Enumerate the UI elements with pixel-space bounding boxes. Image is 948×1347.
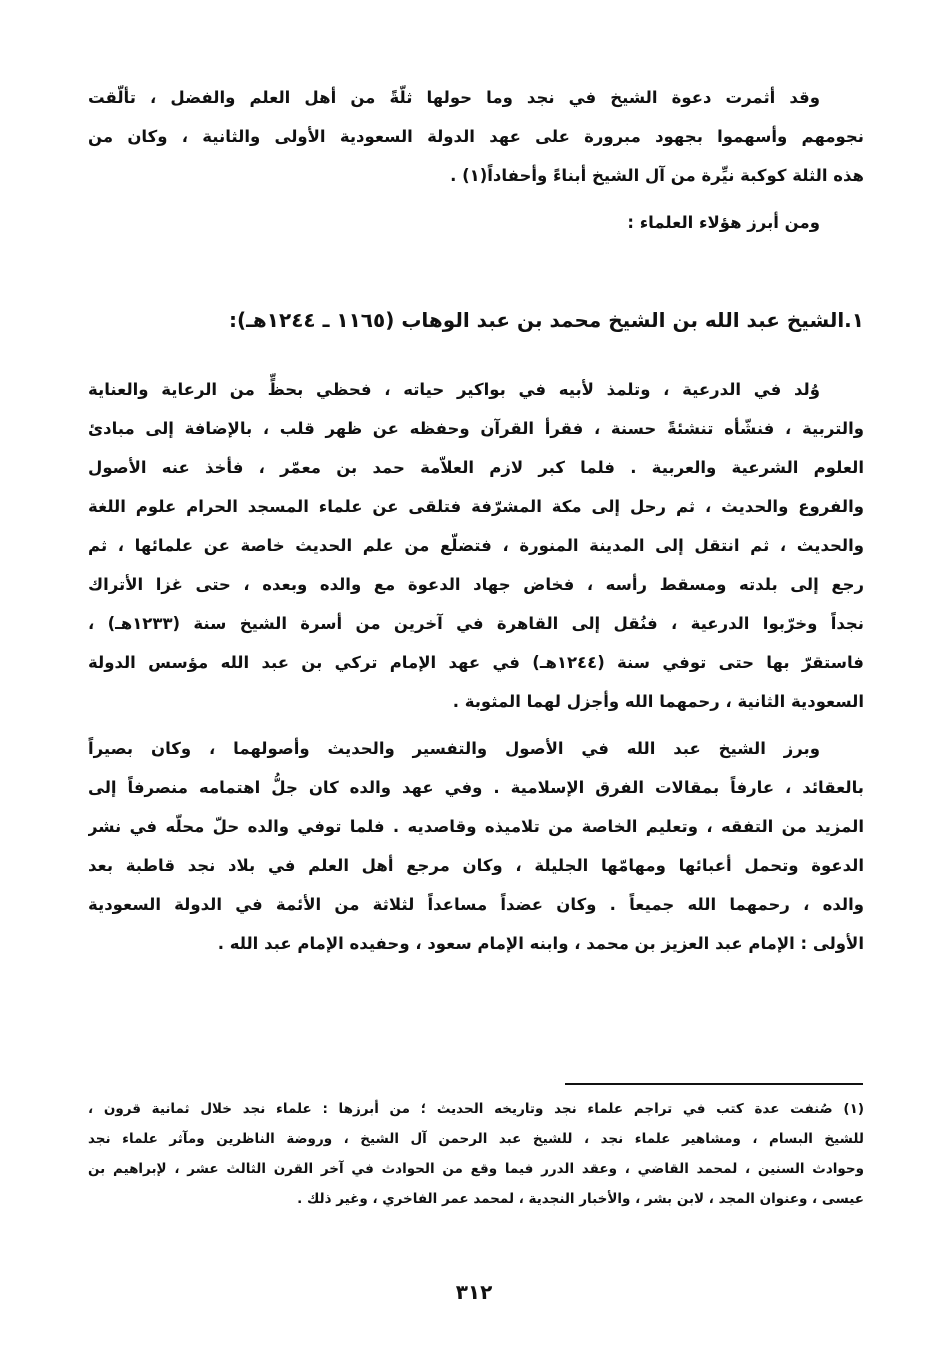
text-line: وُلد في الدرعية ، وتلمذ لأبيه في بواكير حياته ، فحظي بحظٍّ من الرعاية والعناية	[88, 380, 820, 399]
intro-paragraph	[88, 78, 864, 195]
text-line: والفروع والحديث ، ثم رحل إلى مكة المشرّفة فتلقى عن علماء المسجد الحرام علوم اللغة	[88, 497, 864, 516]
text-line: بالعقائد ، عارفاً بمقالات الفرق الإسلامية . وفي عهد والده كان جلُّ اهتمامه منصرفاً إلى	[88, 778, 864, 797]
text-line: الأولى : الإمام عبد العزيز بن محمد ، وابنه الإمام سعود ، وحفيده الإمام عبد الله .	[217, 934, 864, 953]
text-line: والتربية ، فنشّأه تنشئةً حسنة ، فقرأ القرآن وحفظه عن ظهر قلب ، بالإضافة إلى مبادئ	[88, 419, 864, 438]
section-heading: ١.الشيخ عبد الله بن الشيخ محمد بن عبد الوهاب (١١٦٥ ـ ١٢٤٤هـ):	[228, 308, 864, 332]
text-line: والده ، رحمهما الله جميعاً . وكان عضداً مساعداً لثلاثة من الأئمة في الدولة السعودية	[88, 895, 864, 914]
footnote-line: وحوادث السنين ، لمحمد القاضي ، وعقد الدرر فيما وقع من الحوادث في آخر القرن الثالث عشر ، لإبراهيم بن	[88, 1161, 864, 1177]
text-line: فاستقرّ بها حتى توفي سنة (١٢٤٤هـ) في عهد الإمام تركي بن عبد الله مؤسس الدولة	[88, 653, 864, 672]
text-line: هذه الثلة كوكبة نيِّرة من آل الشيخ أبناءً وأحفاداً(١) .	[450, 166, 864, 185]
text-line: السعودية الثانية ، رحمهما الله وأجزل لهما المثوبة .	[452, 692, 864, 711]
biography-paragraph	[88, 370, 864, 721]
footnote-line: عيسى ، وعنوان المجد ، لابن بشر ، والأخبار النجدية ، لمحمد عمر الفاخري ، وغير ذلك .	[297, 1191, 864, 1207]
footnotes	[88, 1094, 864, 1214]
text-line: نجداً وخرّبوا الدرعية ، فنُقل إلى القاهرة في آخرين من أسرة الشيخ سنة (١٢٣٣هـ) ،	[88, 614, 864, 633]
text-line: رجع إلى بلدته ومسقط رأسه ، فخاض جهاد الدعوة مع والده وبعده ، حتى غزا الأتراك	[88, 575, 864, 594]
page-body	[88, 78, 864, 971]
scholarship-paragraph	[88, 729, 864, 963]
text-line: الدعوة وتحمل أعبائها ومهامّها الجليلة ، وكان مرجع أهل العلم في بلاد نجد قاطبة بعد	[88, 856, 864, 875]
footnote-divider	[565, 1083, 863, 1085]
text-line: وبرز الشيخ عبد الله في الأصول والتفسير والحديث وأصولهما ، وكان بصيراً	[88, 739, 820, 758]
text-line: نجومهم وأسهموا بجهود مبرورة على عهد الدولة السعودية الأولى والثانية ، وكان من	[88, 127, 864, 146]
text-line: العلوم الشرعية والعربية . فلما كبر لازم العلاّمة حمد بن معمّر ، فأخذ عنه الأصول	[88, 458, 864, 477]
footnote-line: (١) صُنفت عدة كتب في تراجم علماء نجد وتاريخه الحديث ؛ من أبرزها : علماء نجد خلال ثمانية قرون ،	[88, 1101, 864, 1117]
text-line: وقد أثمرت دعوة الشيخ في نجد وما حولها ثلّةً من أهل العلم والفضل ، تألّقت	[88, 88, 820, 107]
text-line: المزيد من التفقه ، وتعليم الخاصة من تلاميذه وقاصديه . فلما توفي والده حلّ محلّه في نشر	[88, 817, 864, 836]
page-number: ٣١٢	[455, 1280, 493, 1304]
intro-lead: ومن أبرز هؤلاء العلماء :	[627, 213, 820, 232]
footnote-line: للشيخ البسام ، ومشاهير علماء نجد ، للشيخ عبد الرحمن آل الشيخ ، وروضة الناظرين ومآثر علماء نجد	[88, 1131, 864, 1147]
text-line: والحديث ، ثم انتقل إلى المدينة المنورة ، فتضلّع من علم الحديث خاصة عن علمائها ، ثم	[88, 536, 864, 555]
